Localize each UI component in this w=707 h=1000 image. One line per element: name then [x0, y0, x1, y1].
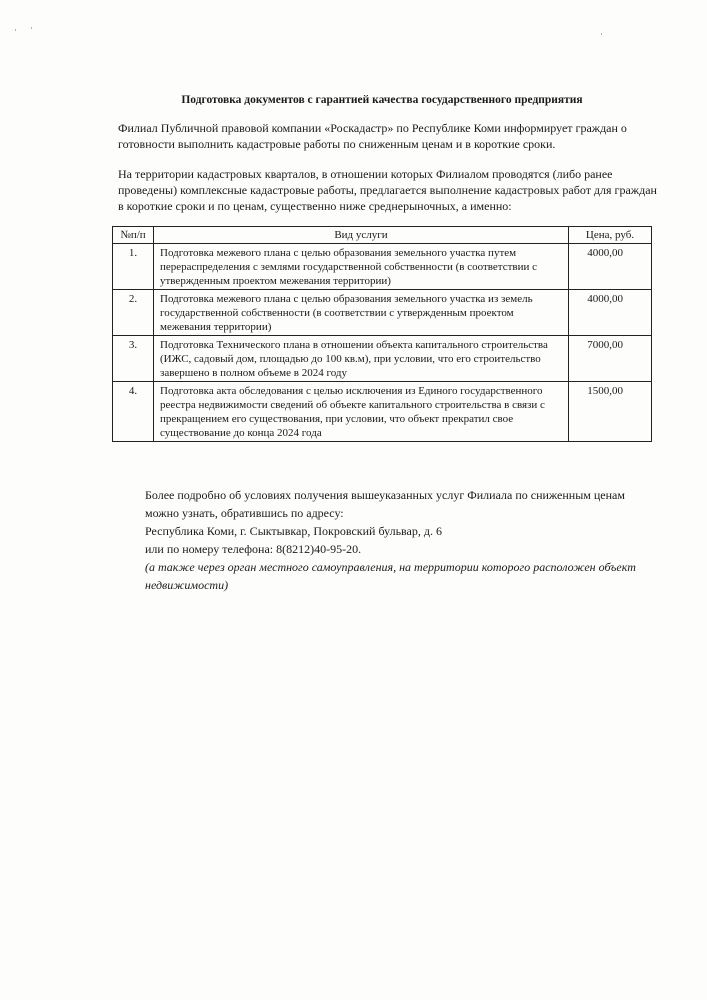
row-price: 4000,00 — [569, 290, 652, 336]
contacts-intro: Более подробно об условиях получения вышеуказанных услуг Филиала по сниженным ценам можно узнать, обратившись по адресу: — [145, 488, 625, 520]
intro-paragraph: Филиал Публичной правовой компании «Роскадастр» по Республике Коми информирует граждан о готовности выполнить кадастровые работы по сниженным ценам и в короткие сроки. — [118, 121, 627, 151]
row-num: 4. — [113, 382, 154, 442]
row-service: Подготовка межевого плана с целью образования земельного участка путем перераспределения с землями государственной собственности (в соответствии с утвержденным проектом межевания территории) — [154, 244, 569, 290]
contacts-phone: или по номеру телефона: 8(8212)40-95-20. — [145, 542, 362, 556]
table-row — [113, 336, 652, 382]
contacts-address: Республика Коми, г. Сыктывкар, Покровский бульвар, д. 6 — [145, 524, 442, 538]
row-price: 1500,00 — [569, 382, 652, 442]
row-service: Подготовка межевого плана с целью образования земельного участка из земель государственной собственности (в соответствии с утвержденным проектом межевания территории) — [154, 290, 569, 336]
scan-speck: · — [14, 25, 17, 35]
row-num: 1. — [113, 244, 154, 290]
scan-speck: · — [30, 23, 33, 33]
table-row — [113, 244, 652, 290]
scan-speck: · — [600, 29, 603, 39]
row-price: 7000,00 — [569, 336, 652, 382]
table-row — [113, 382, 652, 442]
document-title: Подготовка документов с гарантией качества государственного предприятия — [181, 94, 583, 106]
table-row — [113, 290, 652, 336]
services-table — [112, 226, 652, 442]
header-price: Цена, руб. — [569, 227, 652, 244]
offer-paragraph: На территории кадастровых кварталов, в отношении которых Филиалом проводятся (либо ранее проведены) комплексные кадастровые работы, предлагается выполнение кадастровых работ для граждан в короткие сроки и по ценам, существенно ниже среднерыночных, а именно: — [118, 167, 657, 213]
contacts-block — [145, 486, 660, 594]
header-service: Вид услуги — [154, 227, 569, 244]
contacts-note: (а также через орган местного самоуправления, на территории которого расположен объект недвижимости) — [145, 560, 636, 592]
row-service: Подготовка Технического плана в отношении объекта капитального строительства (ИЖС, садовый дом, площадью до 100 кв.м), при условии, что его строительство завершено в полном объеме в 2024 году — [154, 336, 569, 382]
row-service: Подготовка акта обследования с целью исключения из Единого государственного реестра недвижимости сведений об объекте капитального строительства в связи с прекращением его существования, при условии, что объект прекратил свое существование до конца 2024 года — [154, 382, 569, 442]
row-num: 2. — [113, 290, 154, 336]
header-num: №п/п — [113, 227, 154, 244]
row-price: 4000,00 — [569, 244, 652, 290]
row-num: 3. — [113, 336, 154, 382]
table-header-row — [113, 227, 652, 244]
